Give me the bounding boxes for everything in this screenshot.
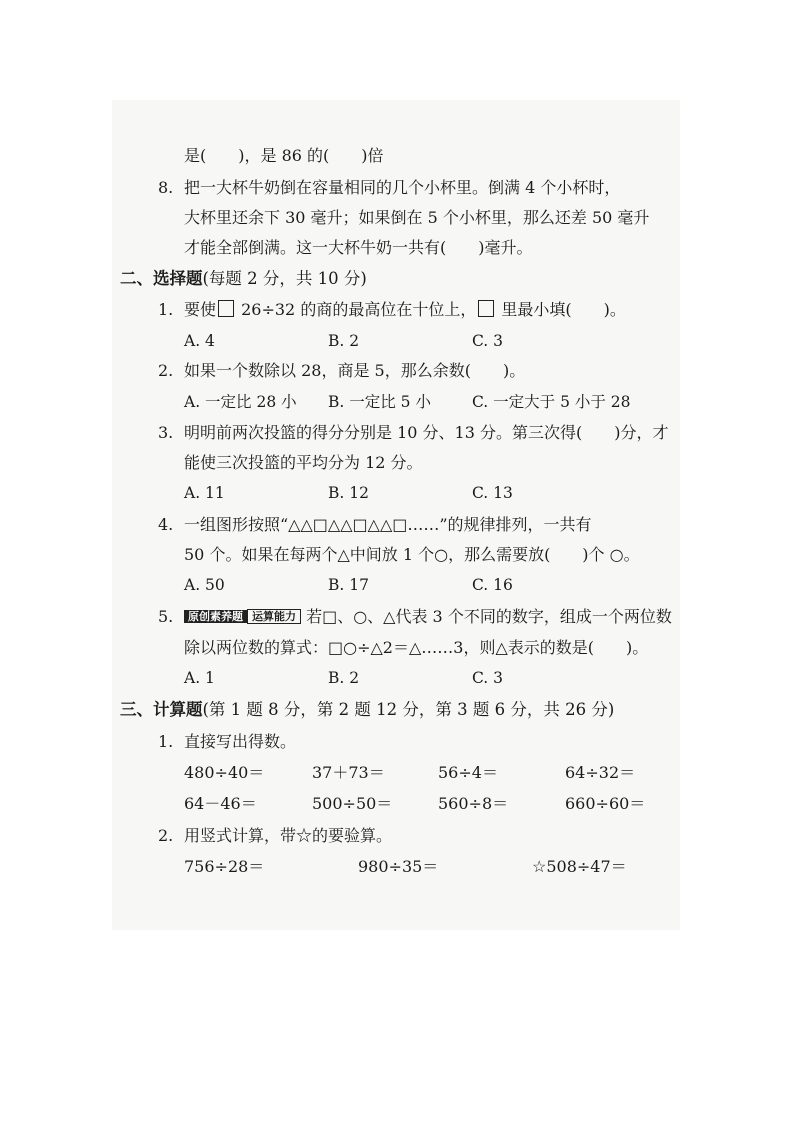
calc-item: 660÷60＝: [565, 794, 646, 813]
c2-option-a: A. 一定比 28 小: [184, 393, 297, 411]
section3-title: 三、计算题: [120, 700, 203, 719]
c1-text-pre: 要使: [184, 300, 217, 319]
calc-item: 756÷28＝: [184, 857, 265, 876]
c5-text1: 若□、○、△代表 3 个不同的数字，组成一个两位数: [301, 607, 672, 626]
calc-item: 500÷50＝: [312, 794, 393, 813]
section3-note: (第 1 题 8 分，第 2 题 12 分，第 3 题 6 分，共 26 分): [202, 700, 615, 719]
c5-line2: 除以两位数的算式：□○÷△2＝△……3，则△表示的数是( )。: [184, 638, 649, 657]
c4-line2: 50 个。如果在每两个△中间放 1 个○，那么需要放( )个 ○。: [184, 545, 640, 564]
calc-item: 64－46＝: [184, 794, 257, 813]
c1-number: 1.: [158, 300, 174, 319]
k1-number: 1.: [158, 732, 174, 751]
tag-original-badge: [184, 609, 301, 625]
c2-option-c: C. 一定大于 5 小于 28: [472, 393, 631, 411]
c1-text-post: 里最小填( )。: [496, 300, 626, 319]
calc-item: 64÷32＝: [565, 763, 636, 782]
calc-item: 980÷35＝: [358, 857, 439, 876]
q7-tail: 是( )，是 86 的( )倍: [184, 146, 384, 165]
tag-original: 原创素养题: [184, 610, 247, 623]
c2-option-b: B. 一定比 5 小: [328, 393, 431, 411]
c3-line2: 能使三次投篮的平均分为 12 分。: [184, 453, 423, 472]
c3-line1: 明明前两次投篮的得分分别是 10 分、13 分。第三次得( )分，才: [184, 423, 669, 442]
c3-option-b: B. 12: [328, 484, 369, 502]
c4-option-b: B. 17: [328, 576, 369, 594]
c4-option-c: C. 16: [472, 576, 513, 594]
calc-item: 37＋73＝: [312, 763, 385, 782]
c1-option-c: C. 3: [472, 332, 504, 350]
c3-number: 3.: [158, 423, 174, 442]
c2-number: 2.: [158, 361, 174, 380]
c4-option-a: A. 50: [184, 576, 225, 594]
c3-option-c: C. 13: [472, 484, 513, 502]
c1-text-mid: 26÷32 的商的最高位在十位上，: [236, 300, 477, 319]
q8-number: 8.: [158, 178, 174, 197]
tag-skill: 运算能力: [247, 609, 301, 624]
k2-number: 2.: [158, 826, 174, 845]
c5-number: 5.: [158, 607, 174, 626]
q8-line1: 把一大杯牛奶倒在容量相同的几个小杯里。倒满 4 个小杯时，: [184, 178, 621, 197]
c4-number: 4.: [158, 515, 174, 534]
section2-heading: [120, 268, 367, 290]
c4-line1: 一组图形按照“△△□△△□△△□……”的规律排列，一共有: [184, 515, 592, 534]
section2-note: (每题 2 分，共 10 分): [202, 269, 367, 288]
section2-title: 二、选择题: [120, 269, 203, 288]
calc-item: 480÷40＝: [184, 763, 265, 782]
c3-option-a: A. 11: [184, 484, 225, 502]
c5-line1: [184, 606, 672, 628]
k1-title: 直接写出得数。: [184, 732, 297, 751]
c5-option-b: B. 2: [328, 669, 360, 687]
c1-option-b: B. 2: [328, 332, 360, 350]
k2-title: 用竖式计算，带☆的要验算。: [184, 826, 393, 845]
c1-option-a: A. 4: [184, 332, 215, 350]
blank-box-icon: [218, 300, 234, 317]
section3-heading: [120, 699, 614, 721]
c5-option-a: A. 1: [184, 669, 215, 687]
calc-item: ☆508÷47＝: [532, 857, 627, 876]
q8-line3: 才能全部倒满。这一大杯牛奶一共有( )毫升。: [184, 238, 533, 257]
q8-line2: 大杯里还余下 30 毫升；如果倒在 5 个小杯里，那么还差 50 毫升: [184, 208, 650, 227]
c5-option-c: C. 3: [472, 669, 504, 687]
c2-question: 如果一个数除以 28，商是 5，那么余数( )。: [184, 361, 526, 380]
calc-item: 56÷4＝: [438, 763, 498, 782]
blank-box-icon: [478, 300, 494, 317]
calc-item: 560÷8＝: [438, 794, 509, 813]
c1-question: [184, 299, 626, 321]
